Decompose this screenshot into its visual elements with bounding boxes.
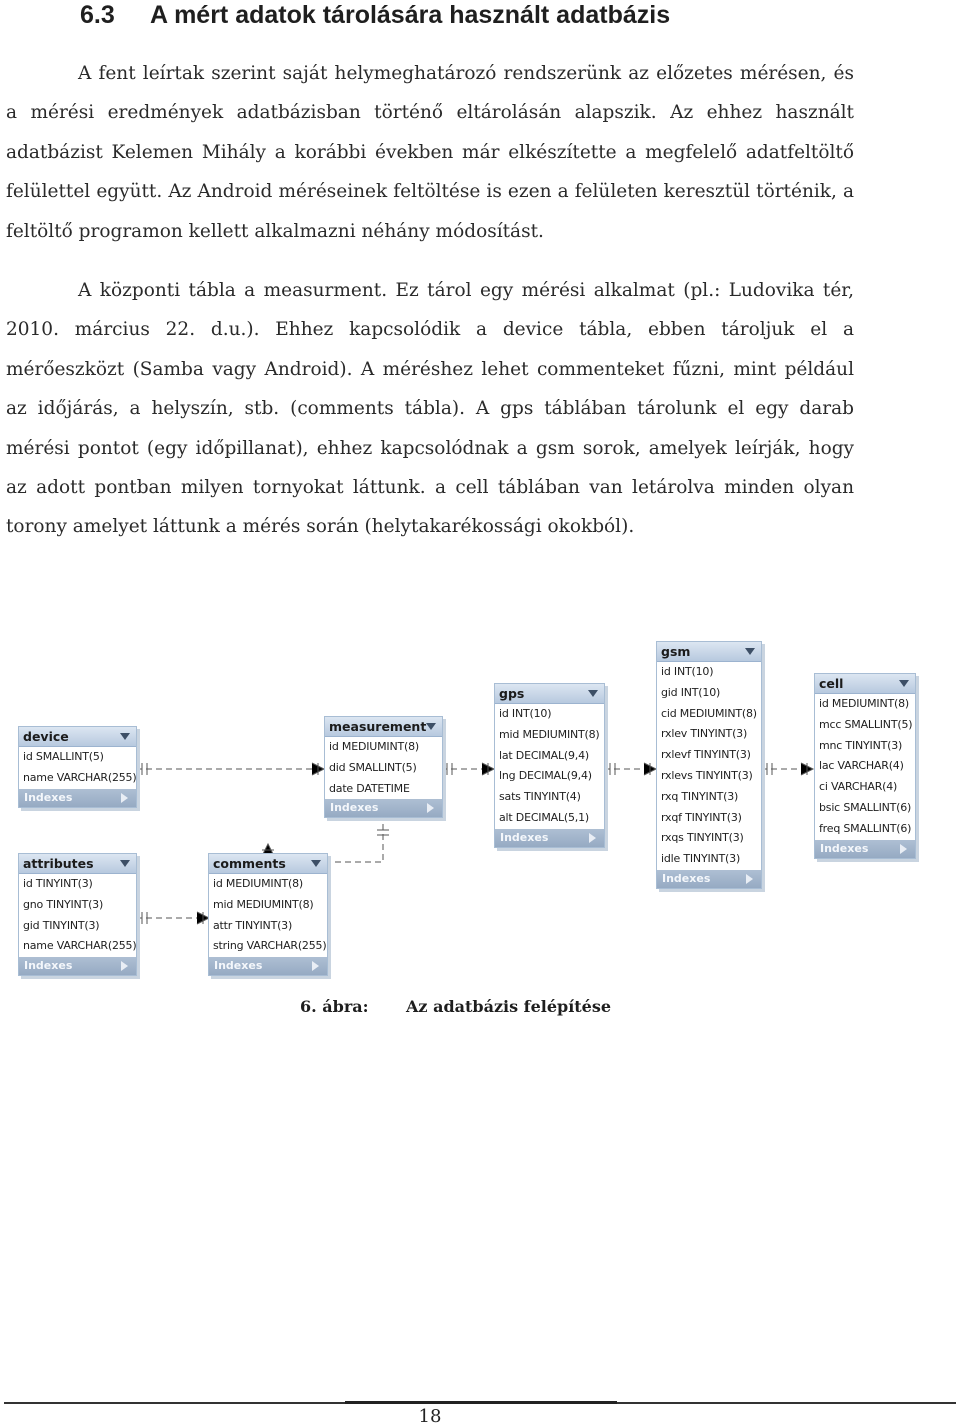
chevron-down-icon[interactable] xyxy=(899,680,909,687)
indexes-row[interactable]: Indexes xyxy=(815,840,915,858)
column-row: attr TINYINT(3) xyxy=(213,918,293,932)
indexes-row[interactable]: Indexes xyxy=(657,870,761,888)
column-row: rxlevs TINYINT(3) xyxy=(661,768,753,782)
play-arrow-icon xyxy=(746,874,753,884)
section-heading xyxy=(80,0,670,30)
paragraph-2: A központi tábla a measurment. Ez tárol egy mérési alkalmat (pl.: Ludovika tér, 2010. március 22. d.u.). Ehhez kapcsolódik a device tábla, ebben tároljuk el a mérőeszközt (Samba vagy Android). A méréshez lehet commenteket fűzni, mint például az időjárás, a helyszín, stb. (comments tábla). A gps táblában tárolunk el egy darab mérési pontot (egy időpillanat), ehhez kapcsolódnak a gsm sorok, amelyek leírják, hogy az adott pontban milyen tornyokat láttunk. a cell táblában van letárolva minden olyan torony amelyet láttunk a mérés során (helytakarékossági okokból). xyxy=(6,280,854,538)
column-row: name VARCHAR(255) xyxy=(23,770,137,784)
column-row: date DATETIME xyxy=(329,781,410,795)
table-name: comments xyxy=(213,856,286,871)
table-header[interactable] xyxy=(815,674,915,694)
chevron-down-icon[interactable] xyxy=(426,723,436,730)
column-row: id SMALLINT(5) xyxy=(23,750,104,763)
column-row: rxlev TINYINT(3) xyxy=(661,727,748,741)
database-diagram xyxy=(0,630,960,1000)
column-row: mcc SMALLINT(5) xyxy=(819,717,913,731)
column-row: cid MEDIUMINT(8) xyxy=(661,706,757,720)
section-title: A mért adatok tárolására használt adatbázis xyxy=(150,1,671,29)
column-row: id INT(10) xyxy=(499,707,552,720)
column-row: idle TINYINT(3) xyxy=(661,852,741,866)
column-row: id MEDIUMINT(8) xyxy=(819,697,910,710)
column-row: lng DECIMAL(9,4) xyxy=(499,769,592,783)
column-row: name VARCHAR(255) xyxy=(23,939,137,953)
column-row: did SMALLINT(5) xyxy=(329,760,417,774)
table-header[interactable] xyxy=(325,717,442,737)
table-name: cell xyxy=(819,676,844,691)
table-header[interactable] xyxy=(657,642,761,662)
table-cell[interactable] xyxy=(814,673,916,859)
column-row: rxq TINYINT(3) xyxy=(661,789,739,803)
play-arrow-icon xyxy=(589,833,596,843)
column-row: rxlevf TINYINT(3) xyxy=(661,748,751,762)
indexes-row[interactable]: Indexes xyxy=(19,957,136,975)
column-row: string VARCHAR(255) xyxy=(213,939,327,953)
column-row: rxqs TINYINT(3) xyxy=(661,831,744,845)
section-number: 6.3 xyxy=(80,1,115,29)
table-name: device xyxy=(23,729,69,744)
column-row: rxqf TINYINT(3) xyxy=(661,810,742,824)
column-row: mid MEDIUMINT(8) xyxy=(213,897,314,911)
column-row: id TINYINT(3) xyxy=(23,877,93,890)
table-header[interactable] xyxy=(19,727,136,747)
column-row: alt DECIMAL(5,1) xyxy=(499,810,589,824)
play-arrow-icon xyxy=(121,961,128,971)
indexes-row[interactable]: Indexes xyxy=(325,799,442,817)
column-row: bsic SMALLINT(6) xyxy=(819,800,912,814)
chevron-down-icon[interactable] xyxy=(120,860,130,867)
table-header[interactable] xyxy=(19,854,136,874)
play-arrow-icon xyxy=(121,793,128,803)
column-row: gid TINYINT(3) xyxy=(23,918,100,932)
column-row: lac VARCHAR(4) xyxy=(819,759,904,773)
column-row: mid MEDIUMINT(8) xyxy=(499,727,600,741)
table-name: gps xyxy=(499,686,525,701)
table-header[interactable] xyxy=(209,854,327,874)
indexes-row[interactable]: Indexes xyxy=(495,829,604,847)
paragraph-1: A fent leírtak szerint saját helymeghatározó rendszerünk az előzetes mérésen, és a mérési eredmények adatbázisban történő eltárolásán alapszik. Az ehhez használt adatbázist Kelemen Mihály a korábbi években már elkészítette a megfelelő adatfeltöltő felülettel együtt. Az Android méréseinek feltöltése is ezen a felületen keresztül történik, a feltöltő programon kellett alkalmazni néhány módosítást. xyxy=(6,63,854,242)
table-name: measurement xyxy=(329,719,427,734)
column-row: freq SMALLINT(6) xyxy=(819,821,912,835)
table-name: attributes xyxy=(23,856,94,871)
indexes-row[interactable]: Indexes xyxy=(19,789,136,807)
play-arrow-icon xyxy=(427,803,434,813)
table-comments[interactable] xyxy=(208,853,328,976)
column-row: mnc TINYINT(3) xyxy=(819,738,903,752)
play-arrow-icon xyxy=(312,961,319,971)
column-row: id MEDIUMINT(8) xyxy=(329,740,420,753)
column-row: id INT(10) xyxy=(661,665,714,678)
table-name: gsm xyxy=(661,644,691,659)
table-measurement[interactable] xyxy=(324,716,443,818)
table-attributes[interactable] xyxy=(18,853,137,976)
chevron-down-icon[interactable] xyxy=(745,648,755,655)
chevron-down-icon[interactable] xyxy=(120,733,130,740)
table-device[interactable] xyxy=(18,726,137,808)
column-row: id MEDIUMINT(8) xyxy=(213,877,304,890)
play-arrow-icon xyxy=(900,844,907,854)
figure-number: 6. ábra: xyxy=(300,997,369,1016)
chevron-down-icon[interactable] xyxy=(588,690,598,697)
column-row: gid INT(10) xyxy=(661,685,721,699)
table-gsm[interactable] xyxy=(656,641,762,889)
table-header[interactable] xyxy=(495,684,604,704)
indexes-row[interactable]: Indexes xyxy=(209,957,327,975)
column-row: ci VARCHAR(4) xyxy=(819,780,898,794)
figure-title: Az adatbázis felépítése xyxy=(406,997,612,1016)
column-row: gno TINYINT(3) xyxy=(23,897,104,911)
footer-divider-accent xyxy=(345,1401,617,1404)
table-gps[interactable] xyxy=(494,683,605,848)
page-number: 18 xyxy=(418,1406,442,1427)
column-row: lat DECIMAL(9,4) xyxy=(499,748,589,762)
column-row: sats TINYINT(4) xyxy=(499,790,581,804)
chevron-down-icon[interactable] xyxy=(311,860,321,867)
